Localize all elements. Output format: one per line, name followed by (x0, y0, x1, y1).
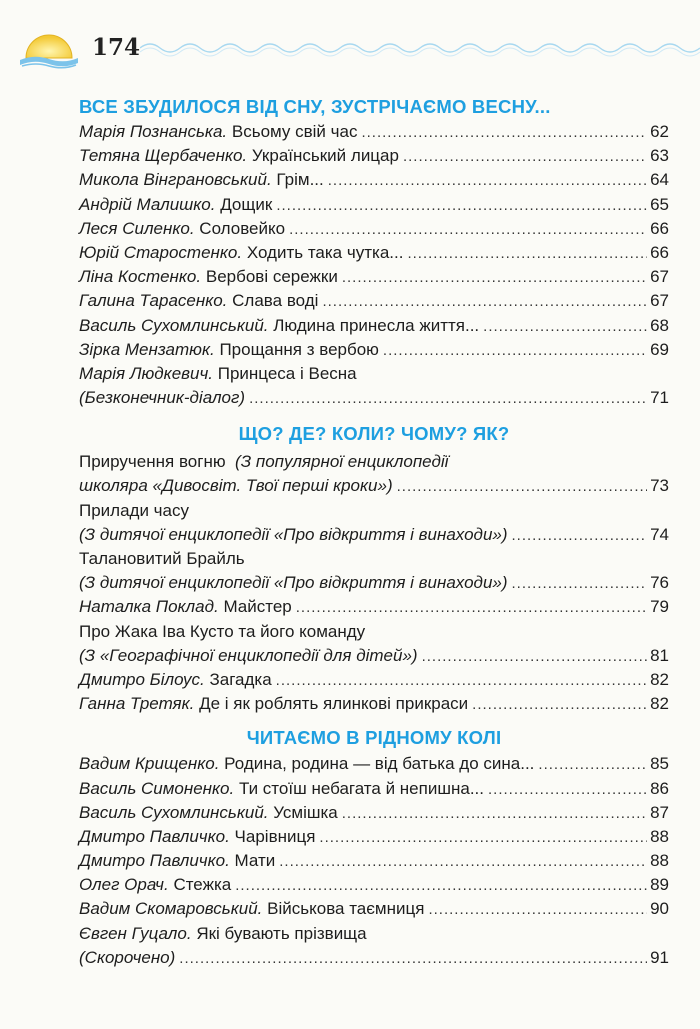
entry-title: Дощик (220, 194, 273, 214)
toc-entry (79, 849, 669, 873)
toc-entry (79, 777, 669, 801)
entry-page: 79 (650, 597, 669, 617)
entry-page: 76 (650, 573, 669, 593)
leader-dots (472, 693, 647, 717)
entry-title: Про Жака Іва Кусто та його команду (79, 621, 366, 641)
entry-author: Василь Сухомлинський. (79, 802, 269, 822)
entry-page: 65 (650, 194, 669, 214)
entry-author: Леся Силенко. (79, 218, 195, 238)
entry-title: Слава воді (232, 291, 319, 311)
leader-dots (407, 242, 647, 266)
page-header (0, 0, 700, 80)
wave-decoration (140, 30, 700, 60)
entry-title: Принцеса і Весна (217, 363, 357, 383)
section-title: ЧИТАЄМО В РІДНОМУ КОЛІ (246, 727, 502, 749)
entry-author: Марія Познанська. (79, 122, 228, 141)
leader-dots (488, 778, 647, 802)
toc-entry-line2 (79, 474, 669, 498)
entry-author: Дмитро Білоус. (79, 669, 205, 689)
toc-entry (79, 595, 669, 619)
entry-author: Наталка Поклад. (79, 597, 219, 617)
leader-dots (179, 947, 647, 971)
entry-title: Людина принесла життя... (273, 315, 480, 335)
entry-page: 89 (650, 875, 669, 895)
entry-title: Родина, родина — від батька до сина... (224, 754, 535, 774)
section-title: ВСЕ ЗБУДИЛОСЯ ВІД СНУ, ЗУСТРІЧАЄМО ВЕСНУ... (79, 96, 551, 117)
toc-entry-line2 (79, 386, 669, 410)
toc-entry (79, 289, 669, 313)
page-number: 174 (92, 34, 141, 61)
section-title: ЩО? ДЕ? КОЛИ? ЧОМУ? ЯК? (238, 423, 510, 445)
toc-entry (79, 265, 669, 289)
entry-page: 67 (650, 267, 669, 287)
toc-entry-line1 (79, 362, 669, 386)
toc-entry-line1 (79, 620, 669, 644)
entry-title: Військова таємниця (267, 899, 425, 919)
toc-entry (79, 752, 669, 776)
entry-author: Зірка Мензатюк. (79, 339, 215, 359)
table-of-contents (79, 95, 669, 970)
entry-page: 73 (650, 476, 669, 496)
leader-dots (538, 753, 647, 777)
leader-dots (342, 802, 647, 826)
entry-author: Ліна Костенко. (79, 267, 202, 287)
leader-dots (403, 145, 647, 169)
entry-title: Чарівниця (234, 826, 316, 846)
toc-entry (79, 897, 669, 921)
entry-page: 86 (650, 778, 669, 798)
entry-title: Де і як роблять ялинкові прикраси (199, 694, 469, 714)
toc-entry (79, 241, 669, 265)
entry-author: Ганна Третяк. (79, 694, 195, 714)
toc-entry-line2 (79, 946, 669, 970)
toc-entry (79, 168, 669, 192)
entry-author: Андрій Малишко. (79, 194, 216, 214)
entry-author: Марія Людкевич. (79, 363, 214, 383)
entry-title: Майстер (223, 597, 292, 617)
entry-author: Вадим Крищенко. (79, 754, 220, 774)
entry-title: Приручення вогню (79, 452, 226, 472)
entry-title: Загадка (209, 669, 272, 689)
leader-dots (361, 121, 647, 145)
leader-dots (296, 596, 647, 620)
entry-page: 91 (650, 947, 669, 967)
entry-author: Василь Сухомлинський. (79, 315, 269, 335)
entry-author: Дмитро Павличко. (79, 851, 230, 871)
entry-author: Тетяна Щербаченко. (79, 146, 248, 166)
entry-author: Микола Вінграновський. (79, 170, 272, 190)
toc-entry (79, 120, 669, 144)
entry-subtitle: (Безконечник-діалог) (79, 388, 246, 408)
entry-page: 66 (650, 242, 669, 262)
entry-source: (З дитячої енциклопедії «Про відкриття і винаходи») (79, 573, 508, 593)
leader-dots (322, 290, 647, 314)
sun-icon (18, 22, 80, 70)
toc-entry-line2 (79, 571, 669, 595)
leader-dots (289, 218, 647, 242)
entry-author: Євген Гуцало. (79, 923, 192, 943)
toc-entry (79, 825, 669, 849)
leader-dots (276, 194, 647, 218)
entry-source: школяра «Дивосвіт. Твої перші кроки») (79, 476, 393, 496)
entry-page: 62 (650, 122, 669, 141)
entry-title: Які бувають прізвища (196, 923, 367, 943)
entry-title: Український лицар (251, 146, 399, 166)
entry-author: Галина Тарасенко. (79, 291, 228, 311)
entry-page: 90 (650, 899, 669, 919)
entry-author: Вадим Скомаровський. (79, 899, 263, 919)
entry-page: 71 (650, 388, 669, 408)
leader-dots (512, 572, 648, 596)
leader-dots (328, 169, 647, 193)
leader-dots (397, 475, 647, 499)
toc-entry (79, 801, 669, 825)
entry-page: 63 (650, 146, 669, 166)
leader-dots (422, 645, 648, 669)
entry-page: 69 (650, 339, 669, 359)
toc-entry (79, 692, 669, 716)
leader-dots (483, 315, 647, 339)
entry-author: Юрій Старостенко. (79, 242, 243, 262)
entry-title: Прилади часу (79, 500, 189, 520)
toc-entry-line1 (79, 922, 669, 946)
entry-page: 64 (650, 170, 669, 190)
entry-title: Соловейко (199, 218, 286, 238)
entry-source: (З дитячої енциклопедії «Про відкриття і винаходи») (79, 524, 508, 544)
entry-title: Ти стоїш небагата й непишна... (238, 778, 484, 798)
leader-dots (235, 874, 647, 898)
toc-entry-line1 (79, 499, 669, 523)
entry-title: Стежка (173, 875, 232, 895)
entry-page: 88 (650, 826, 669, 846)
toc-entry (79, 668, 669, 692)
entry-page: 85 (650, 754, 669, 774)
leader-dots (428, 898, 647, 922)
entry-page: 67 (650, 291, 669, 311)
toc-entry (79, 217, 669, 241)
entry-title: Усмішка (273, 802, 338, 822)
leader-dots (383, 339, 647, 363)
toc-entry (79, 314, 669, 338)
toc-entry-line2 (79, 644, 669, 668)
entry-source: (З популярної енциклопедії (235, 452, 449, 472)
entry-author: Василь Симоненко. (79, 778, 235, 798)
entry-title: Ходить така чутка... (246, 242, 404, 262)
leader-dots (249, 387, 647, 411)
leader-dots (319, 826, 647, 850)
leader-dots (342, 266, 647, 290)
leader-dots (276, 669, 647, 693)
entry-title: Мати (234, 851, 276, 871)
entry-page: 68 (650, 315, 669, 335)
entry-title: Всьому свій час (231, 122, 358, 141)
toc-entry-line2 (79, 523, 669, 547)
toc-entry (79, 144, 669, 168)
toc-entry-line1 (79, 547, 669, 571)
entry-page: 82 (650, 669, 669, 689)
entry-subtitle: (Скорочено) (79, 947, 176, 967)
entry-page: 88 (650, 851, 669, 871)
entry-source: (З «Географічної енциклопедії для дітей») (79, 645, 418, 665)
toc-entry-line1 (79, 450, 669, 474)
toc-entry (79, 338, 669, 362)
entry-page: 81 (650, 645, 669, 665)
entry-author: Олег Орач. (79, 875, 169, 895)
entry-title: Талановитий Брайль (79, 549, 245, 568)
entry-page: 87 (650, 802, 669, 822)
entry-page: 74 (650, 524, 669, 544)
toc-entry (79, 193, 669, 217)
leader-dots (279, 850, 647, 874)
entry-page: 66 (650, 218, 669, 238)
leader-dots (512, 524, 648, 548)
toc-entry (79, 873, 669, 897)
entry-title: Прощання з вербою (219, 339, 379, 359)
entry-author: Дмитро Павличко. (79, 826, 230, 846)
entry-page: 82 (650, 694, 669, 714)
entry-title: Вербові сережки (205, 267, 338, 287)
entry-title: Грім... (276, 170, 324, 190)
